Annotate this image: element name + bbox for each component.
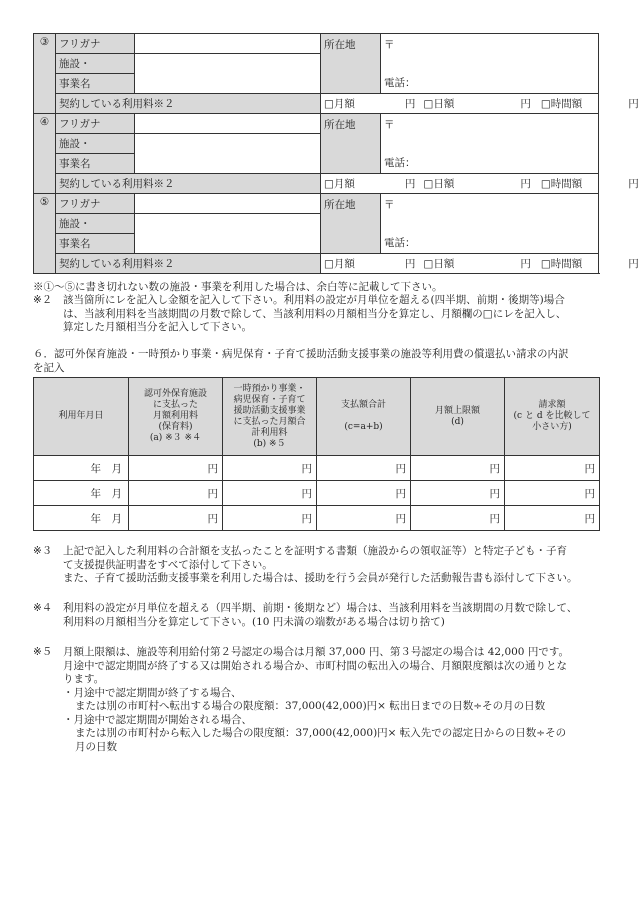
note-5-line: ・月途中で認定期間が開始される場合、 <box>63 713 252 726</box>
yen-cell[interactable]: 円 <box>411 506 505 531</box>
yen-cell[interactable]: 円 <box>223 506 317 531</box>
yen-cell[interactable]: 円 <box>505 456 600 481</box>
daily-checkbox[interactable]: □日額 <box>423 258 455 270</box>
note-3-mark: ※３ <box>33 545 53 557</box>
note-2-line: は、当該利用料を当該期間の月数で除して、当該利用料の月額相当分を算定し、月額欄の□にレを記入し、 <box>63 307 567 320</box>
yen-cell[interactable]: 円 <box>129 506 223 531</box>
daily-checkbox[interactable]: □日額 <box>423 98 455 110</box>
year-month-cell[interactable]: 年 月 <box>34 456 129 481</box>
reim-header: 認可外保育施設 に支払った 月額利用料 (保育料) (a) ※３ ※４ <box>129 378 223 456</box>
year-month-cell[interactable]: 年 月 <box>34 481 129 506</box>
facility-name-label: 事業名 <box>56 74 135 94</box>
facilities-table <box>33 33 639 274</box>
postal-mark: 〒 <box>384 119 395 131</box>
monthly-checkbox[interactable]: □月額 <box>324 178 355 190</box>
fee-label: 契約している利用料※２ <box>56 94 321 114</box>
section-6-line: ６．認可外保育施設・一時預かり事業・病児保育・子育て援助活動支援事業の施設等利用費の償還払い請求の内訳 <box>33 348 569 360</box>
yen-unit: 円 <box>404 258 416 270</box>
fee-row <box>321 94 639 114</box>
postal-mark: 〒 <box>384 39 395 51</box>
yen-cell[interactable]: 円 <box>317 481 411 506</box>
note-3-line: 上記で記入した利用料の合計額を支払ったことを証明する書類（施設からの領収証等）と特定子ども・子育 <box>63 545 567 557</box>
table-row <box>34 456 600 481</box>
fee-label: 契約している利用料※２ <box>56 174 321 194</box>
note-5-line: ・月途中で認定期間が終了する場合、 <box>63 686 242 699</box>
facility-name-field[interactable] <box>135 54 321 94</box>
hourly-checkbox[interactable]: □時間額 <box>540 258 583 270</box>
tel-label: 電話： <box>384 77 416 89</box>
furigana-label: フリガナ <box>56 34 135 54</box>
note-4-line: 利用料の月額相当分を算定して下さい。(10 円未満の端数がある場合は切り捨て) <box>63 615 445 628</box>
address-field[interactable] <box>381 114 599 174</box>
note-5-mark: ※５ <box>33 646 53 658</box>
note-3-line: て支援提供証明書をすべて添付して下さい。 <box>63 558 273 571</box>
yen-unit: 円 <box>628 178 639 190</box>
yen-cell[interactable]: 円 <box>129 456 223 481</box>
facility-number: ⑤ <box>34 194 56 274</box>
daily-checkbox[interactable]: □日額 <box>423 178 455 190</box>
yen-unit: 円 <box>520 98 531 110</box>
monthly-checkbox[interactable]: □月額 <box>324 258 355 270</box>
reim-header: 支払額合計 (c=a+b) <box>317 378 411 456</box>
facility-name-label: 施設・ <box>56 214 135 234</box>
reim-header: 一時預かり事業・ 病児保育・子育て 援助活動支援事業 に支払った月額合 計利用料 (b) ※５ <box>223 378 317 456</box>
facility-name-label: 事業名 <box>56 154 135 174</box>
note-5-line: または別の市町村から転入した場合の限度額：37,000(42,000)円× 転入先での認定日からの日数÷その <box>75 727 567 739</box>
hourly-checkbox[interactable]: □時間額 <box>540 178 583 190</box>
note-4 <box>33 602 577 629</box>
address-label: 所在地 <box>321 194 381 254</box>
yen-unit: 円 <box>628 258 639 270</box>
yen-unit: 円 <box>628 98 639 110</box>
note-5-line: 月の日数 <box>75 740 117 753</box>
fee-row <box>321 254 639 274</box>
note-2 <box>33 294 566 335</box>
yen-cell[interactable]: 円 <box>223 456 317 481</box>
note-5-line: ります。 <box>63 673 105 685</box>
yen-unit: 円 <box>520 258 531 270</box>
note-3 <box>33 545 578 586</box>
note-4-mark: ※４ <box>33 602 53 614</box>
reim-header: 利用年月日 <box>34 378 129 456</box>
reim-header: 月額上限額 (d) <box>411 378 505 456</box>
tel-label: 電話： <box>384 157 416 169</box>
monthly-checkbox[interactable]: □月額 <box>324 98 355 110</box>
fee-label: 契約している利用料※２ <box>56 254 321 274</box>
furigana-label: フリガナ <box>56 194 135 214</box>
yen-cell[interactable]: 円 <box>505 506 600 531</box>
yen-cell[interactable]: 円 <box>223 481 317 506</box>
address-field[interactable] <box>381 34 599 94</box>
furigana-label: フリガナ <box>56 114 135 134</box>
yen-cell[interactable]: 円 <box>317 506 411 531</box>
facility-number: ③ <box>34 34 56 114</box>
furigana-field[interactable] <box>135 194 321 214</box>
hourly-checkbox[interactable]: □時間額 <box>540 98 583 110</box>
note-5-line: または別の市町村へ転出する場合の限度額：37,000(42,000)円× 転出日までの日数÷その月の日数 <box>75 700 546 712</box>
year-month-cell[interactable]: 年 月 <box>34 506 129 531</box>
note-5-line: 月途中で認定期間が終了する又は開始される場合か、市町村間の転出入の場合、月額限度額は次の通りとな <box>63 659 567 672</box>
reimbursement-table <box>33 377 600 531</box>
facility-name-field[interactable] <box>135 214 321 254</box>
note-5-line: 月額上限額は、施設等利用給付第２号認定の場合は月額 37,000 円、第３号認定の場合は 42,000 円です。 <box>63 646 569 658</box>
facility-number: ④ <box>34 114 56 194</box>
yen-cell[interactable]: 円 <box>129 481 223 506</box>
facility-name-label: 施設・ <box>56 54 135 74</box>
facility-name-field[interactable] <box>135 134 321 174</box>
section-6-heading <box>33 348 569 375</box>
note-4-line: 利用料の設定が月単位を超える（四半期、前期・後期など）場合は、当該利用料を当該期間の月数で除して、 <box>63 602 578 614</box>
yen-cell[interactable]: 円 <box>505 481 600 506</box>
address-label: 所在地 <box>321 34 381 94</box>
address-label: 所在地 <box>321 114 381 174</box>
note-2-line: 該当箇所にレを記入し金額を記入して下さい。利用料の設定が月単位を超える(四半期、前期・後期等)場合 <box>63 294 565 306</box>
yen-cell[interactable]: 円 <box>411 481 505 506</box>
facility-name-label: 事業名 <box>56 234 135 254</box>
address-field[interactable] <box>381 194 599 254</box>
table-row <box>34 481 600 506</box>
table-row <box>34 506 600 531</box>
section-6-line: を記入 <box>33 361 65 374</box>
note-2-mark: ※２ <box>33 294 53 306</box>
furigana-field[interactable] <box>135 34 321 54</box>
furigana-field[interactable] <box>135 114 321 134</box>
note-5 <box>33 646 569 754</box>
reim-header: 請求額 (c と d を比較して 小さい方) <box>505 378 600 456</box>
yen-unit: 円 <box>520 178 531 190</box>
yen-unit: 円 <box>404 178 416 190</box>
yen-cell[interactable]: 円 <box>411 456 505 481</box>
fee-row <box>321 174 639 194</box>
yen-cell[interactable]: 円 <box>317 456 411 481</box>
facility-name-label: 施設・ <box>56 134 135 154</box>
postal-mark: 〒 <box>384 199 395 211</box>
note-overflow: ※①～⑤に書き切れない数の施設・事業を利用した場合は、余白等に記載して下さい。 <box>33 281 443 293</box>
note-3-line: また、子育て援助活動支援事業を利用した場合は、援助を行う会員が発行した活動報告書も添付して下さい。 <box>63 572 578 584</box>
yen-unit: 円 <box>404 98 416 110</box>
tel-label: 電話： <box>384 237 416 249</box>
note-2-line: 算定した月額相当分を記入して下さい。 <box>63 321 252 333</box>
